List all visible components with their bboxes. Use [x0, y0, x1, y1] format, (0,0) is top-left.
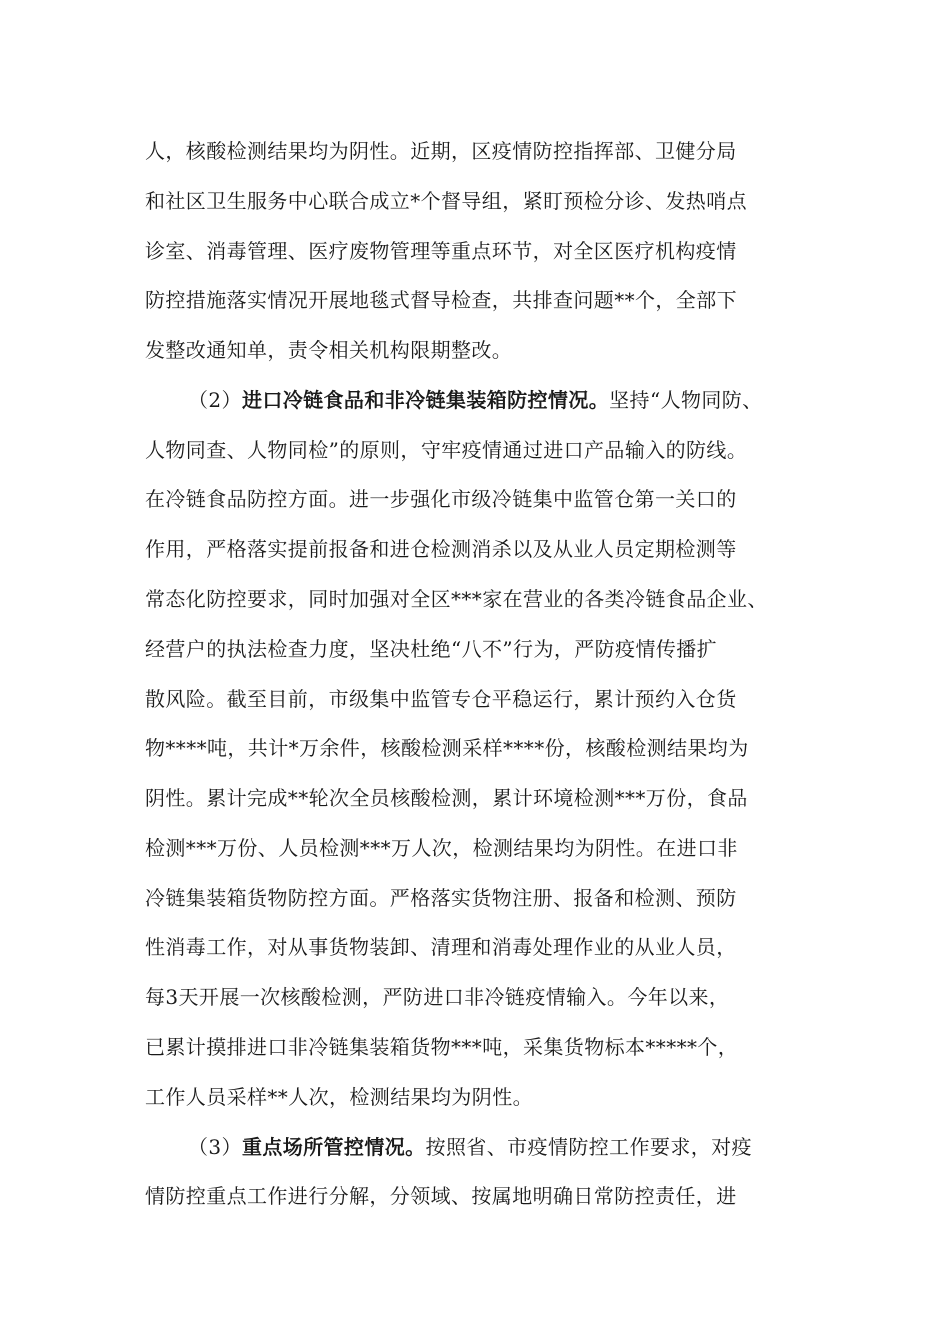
section-heading: 重点场所管控情况。 [241, 1135, 426, 1159]
body-text-line: 诊室、消毒管理、医疗废物管理等重点环节，对全区医疗机构疫情 [145, 239, 737, 263]
body-text-line: 已累计摸排进口非冷链集装箱货物***吨，采集货物标本*****个， [145, 1035, 739, 1059]
body-text-line: 防控措施落实情况开展地毯式督导检查，共排查问题**个，全部下 [145, 288, 737, 312]
paragraph-2-first-line [188, 385, 763, 415]
body-text-line: 人物同查、人物同检”的原则，守牢疫情通过进口产品输入的防线。 [145, 438, 748, 462]
section-heading: 进口冷链食品和非冷链集装箱防控情况。 [241, 388, 610, 412]
body-text-line: 冷链集装箱货物防控方面。严格落实货物注册、报备和检测、预防 [145, 886, 737, 910]
body-text-line: 每3天开展一次核酸检测，严防进口非冷链疫情输入。今年以来， [145, 985, 730, 1009]
section-number: （2） [188, 388, 242, 412]
body-text-line: 经营户的执法检查力度，坚决杜绝“八不”行为，严防疫情传播扩 [145, 637, 718, 661]
body-text-line: 人，核酸检测结果均为阴性。近期，区疫情防控指挥部、卫健分局 [145, 139, 737, 163]
body-text-line: 在冷链食品防控方面。进一步强化市级冷链集中监管仓第一关口的 [145, 487, 737, 511]
body-text-line: 发整改通知单，责令相关机构限期整改。 [145, 338, 513, 362]
body-text-line: 阴性。累计完成**轮次全员核酸检测，累计环境检测***万份，食品 [145, 786, 748, 810]
body-text: 坚持“人物同防、 [609, 388, 763, 412]
body-text-line: 检测***万份、人员检测***万人次，检测结果均为阴性。在进口非 [145, 836, 738, 860]
body-text-line: 情防控重点工作进行分解，分领域、按属地明确日常防控责任，进 [145, 1184, 737, 1208]
body-text-line: 和社区卫生服务中心联合成立*个督导组，紧盯预检分诊、发热哨点 [145, 189, 747, 213]
body-text-line: 性消毒工作，对从事货物装卸、清理和消毒处理作业的从业人员， [145, 935, 737, 959]
body-text-line: 常态化防控要求，同时加强对全区***家在营业的各类冷链食品企业、 [145, 587, 768, 611]
body-text: 按照省、市疫情防控工作要求，对疫 [425, 1135, 752, 1159]
body-text-line: 工作人员采样**人次，检测结果均为阴性。 [145, 1085, 533, 1109]
body-text-line: 散风险。截至目前，市级集中监管专仓平稳运行，累计预约入仓货 [145, 687, 737, 711]
body-text-line: 作用，严格落实提前报备和进仓检测消杀以及从业人员定期检测等 [145, 537, 737, 561]
body-text-line: 物****吨，共计*万余件，核酸检测采样****份，核酸检测结果均为 [145, 736, 749, 760]
paragraph-3-first-line [188, 1132, 752, 1162]
section-number: （3） [188, 1135, 242, 1159]
